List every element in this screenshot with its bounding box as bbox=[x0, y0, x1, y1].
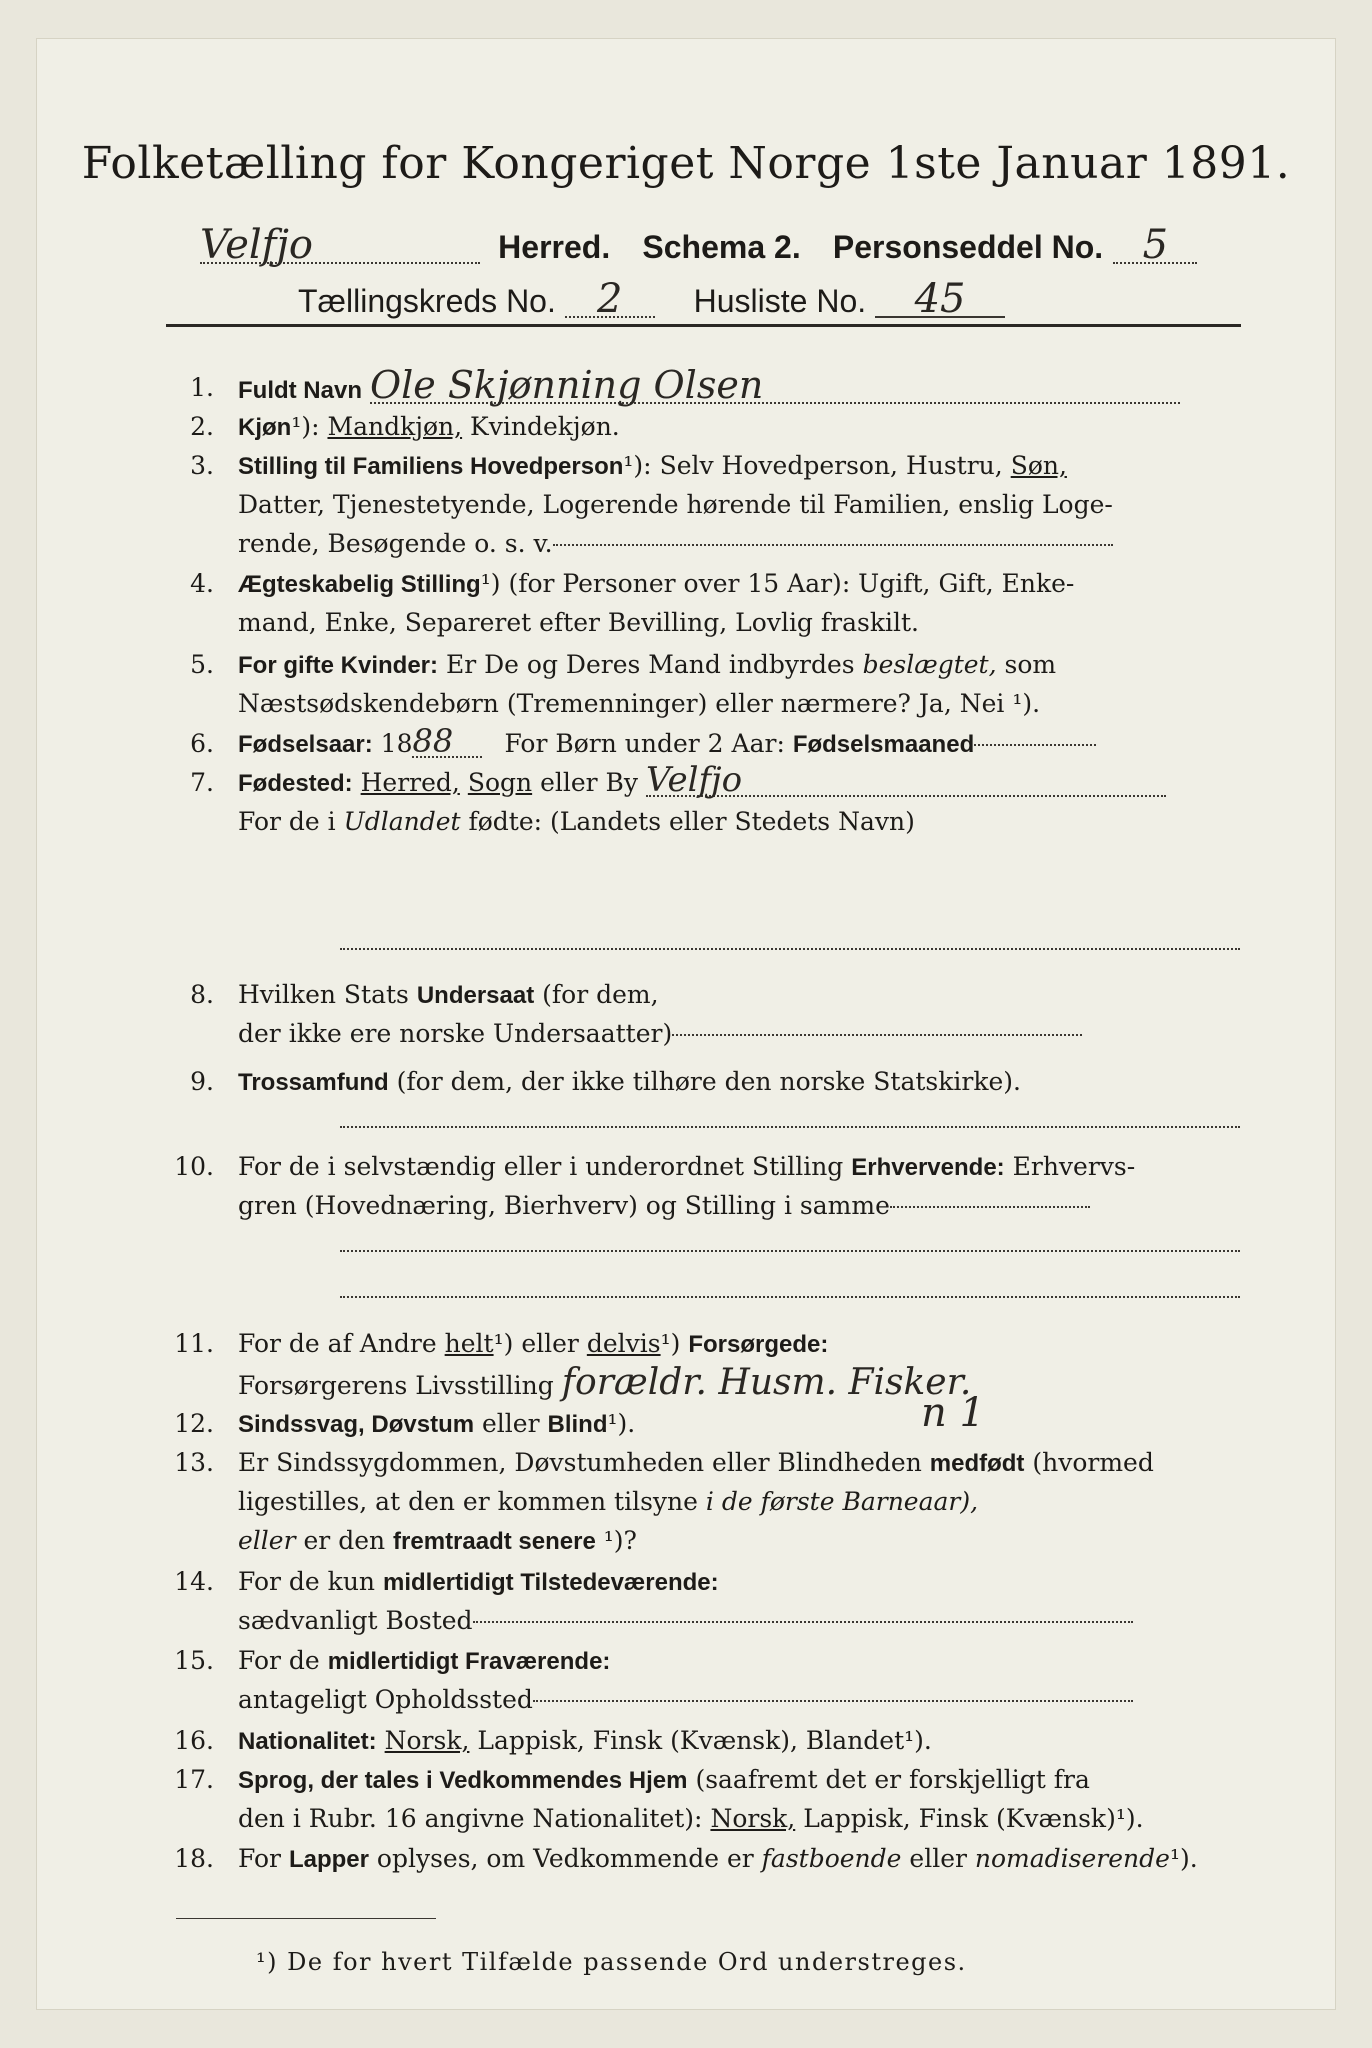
supported-option-fully: helt bbox=[444, 1329, 494, 1358]
footnote-ref: ¹) bbox=[493, 1329, 514, 1358]
supported-label-a: For de af Andre bbox=[238, 1329, 437, 1358]
lapp-or: eller bbox=[909, 1844, 967, 1873]
congenital-line3b: er den bbox=[303, 1526, 386, 1555]
footnote-ref: ¹). bbox=[607, 1409, 636, 1438]
footnote-ref: ¹). bbox=[1169, 1844, 1198, 1873]
lapp-label: Lapper bbox=[288, 1846, 369, 1873]
married-women-label: For gifte Kvinder: bbox=[238, 652, 439, 679]
religion-text: (for dem, der ikke tilhøre den norske Statskirke). bbox=[396, 1067, 1021, 1096]
item-number: 17. bbox=[174, 1765, 214, 1794]
occupation-field-3 bbox=[340, 1296, 1240, 1298]
citizenship-field bbox=[672, 1034, 1082, 1036]
item-number: 1. bbox=[190, 373, 214, 402]
taellingskreds-value: 2 bbox=[565, 282, 655, 318]
lapp-label-a: For bbox=[238, 1844, 281, 1873]
marital-status-options-line2: mand, Enke, Separeret efter Bevilling, Lovlig fraskilt. bbox=[238, 608, 919, 637]
footnote-rule bbox=[176, 1918, 436, 1919]
taellingskreds-label: Tællingskreds No. bbox=[298, 283, 556, 319]
usual-residence-label: sædvanligt Bosted bbox=[238, 1606, 473, 1635]
married-women-question-line2: Næstsødskendebørn (Tremenninger) eller nærmere? Ja, Nei ¹). bbox=[238, 689, 1041, 718]
congenital-label-c: (hvormed bbox=[1032, 1448, 1154, 1477]
usual-residence-field bbox=[473, 1621, 1133, 1623]
footnote-ref: ¹)? bbox=[603, 1526, 637, 1555]
item-number: 7. bbox=[190, 768, 214, 797]
sex-option-female: Kvindekjøn. bbox=[470, 412, 620, 441]
supported-label: Forsørgede: bbox=[688, 1331, 829, 1358]
birthplace-label: Fødested: bbox=[238, 770, 353, 797]
family-position-options-line3: rende, Besøgende o. s. v. bbox=[238, 529, 553, 558]
footnote-ref: ¹): bbox=[623, 451, 652, 480]
disability-blind-label: Blind bbox=[547, 1411, 608, 1438]
congenital-line2b: i de første Barneaar), bbox=[705, 1487, 979, 1516]
item-number: 11. bbox=[174, 1329, 214, 1358]
footnote-ref: ¹): bbox=[291, 412, 320, 441]
later-onset-label: fremtraadt senere bbox=[393, 1528, 596, 1555]
congenital-line2a: ligestilles, at den er kommen tilsyne bbox=[238, 1487, 698, 1516]
citizenship-label-line2: der ikke ere norske Undersaatter) bbox=[238, 1019, 673, 1048]
temp-present-label-a: For de kun bbox=[238, 1567, 376, 1596]
birth-year-label: Fødselsaar: bbox=[238, 731, 373, 758]
disability-or: eller bbox=[482, 1409, 540, 1438]
sex-option-male: Mandkjøn, bbox=[327, 412, 463, 441]
item-number: 18. bbox=[174, 1844, 214, 1873]
birth-month-field bbox=[974, 744, 1096, 746]
birthplace-option-sogn: Sogn bbox=[467, 768, 533, 797]
lapp-option-settled: fastboende bbox=[761, 1844, 902, 1873]
husliste-label: Husliste No. bbox=[693, 283, 867, 319]
temp-present-label: midlertidigt Tilstedeværende: bbox=[382, 1569, 719, 1596]
footnote-ref: ¹) bbox=[660, 1329, 681, 1358]
disability-value: n 1 bbox=[921, 1390, 985, 1436]
census-form-sheet bbox=[36, 38, 1336, 2010]
language-options: Lappisk, Finsk (Kvænsk)¹). bbox=[803, 1804, 1144, 1833]
family-position-options: Selv Hovedperson, Hustru, bbox=[659, 451, 1003, 480]
birth-month-label: Fødselsmaaned bbox=[792, 731, 975, 758]
provider-occupation-label: Forsørgerens Livsstilling bbox=[238, 1371, 554, 1400]
language-label: Sprog, der tales i Vedkommendes Hjem bbox=[238, 1767, 688, 1794]
item-number: 10. bbox=[174, 1152, 214, 1181]
family-position-label: Stilling til Familiens Hovedperson bbox=[238, 453, 624, 480]
dotted-fill bbox=[553, 544, 1113, 546]
footnote-ref: ¹) bbox=[480, 569, 501, 598]
occupation-label-c: Erhvervs- bbox=[1012, 1152, 1136, 1181]
occupation-label-line2: gren (Hovednæring, Bierhverv) og Stilling i samme bbox=[238, 1191, 890, 1220]
abroad-birthplace-field bbox=[340, 948, 1240, 950]
herred-line bbox=[200, 222, 1197, 268]
married-women-question-end: som bbox=[1004, 650, 1057, 679]
lapp-label-c: oplyses, om Vedkommende er bbox=[376, 1844, 754, 1873]
herred-value: Velfjo bbox=[200, 228, 480, 264]
nationality-label: Nationalitet: bbox=[238, 1728, 377, 1755]
personseddel-value: 5 bbox=[1113, 228, 1197, 264]
religion-field bbox=[340, 1126, 1240, 1128]
birth-year-value: 88 bbox=[412, 726, 482, 758]
married-women-related: beslægtet, bbox=[862, 650, 997, 679]
family-position-options-line2: Datter, Tjenestetyende, Logerende hørende til Familien, enslig Loge- bbox=[238, 490, 1113, 519]
birthplace-option-herred: Herred, bbox=[360, 768, 460, 797]
abroad-label-a: For de i bbox=[238, 807, 336, 836]
item-number: 6. bbox=[190, 729, 214, 758]
occupation-field bbox=[890, 1206, 1090, 1208]
congenital-label: medfødt bbox=[929, 1450, 1025, 1477]
provider-occupation-value: forældr. Husm. Fisker. bbox=[561, 1362, 972, 1403]
lapp-option-nomadic: nomadiserende bbox=[974, 1844, 1170, 1873]
nationality-selected: Norsk, bbox=[384, 1726, 470, 1755]
full-name-label: Fuldt Navn bbox=[238, 377, 362, 404]
abroad-label-b: Udlandet bbox=[343, 807, 461, 836]
personseddel-label: Personseddel No. bbox=[832, 229, 1104, 265]
language-line2a: den i Rubr. 16 angivne Nationalitet): bbox=[238, 1804, 703, 1833]
item-number: 5. bbox=[190, 650, 214, 679]
birthplace-option-by: eller By bbox=[540, 768, 639, 797]
item-number: 8. bbox=[190, 980, 214, 1009]
occupation-label: Erhvervende: bbox=[851, 1154, 1005, 1181]
item-number: 15. bbox=[174, 1646, 214, 1675]
disability-label: Sindssvag, Døvstum bbox=[238, 1411, 475, 1438]
footnote: ¹) De for hvert Tilfælde passende Ord understreges. bbox=[256, 1948, 967, 1976]
under-two-label: For Børn under 2 Aar: bbox=[504, 729, 785, 758]
congenital-line3a: eller bbox=[238, 1526, 296, 1555]
supported-label-or: eller bbox=[521, 1329, 579, 1358]
family-position-selected: Søn, bbox=[1010, 451, 1067, 480]
header-rule bbox=[166, 324, 1241, 327]
married-women-question: Er De og Deres Mand indbyrdes bbox=[445, 650, 855, 679]
form-title: Folketælling for Kongeriget Norge 1ste Januar 1891. bbox=[81, 138, 1291, 189]
citizenship-label-c: (for dem, bbox=[542, 980, 659, 1009]
occupation-field-2 bbox=[340, 1250, 1240, 1252]
birthplace-value: Velfjo bbox=[646, 765, 1166, 797]
item-number: 4. bbox=[190, 569, 214, 598]
nationality-options: Lappisk, Finsk (Kvænsk), Blandet¹). bbox=[477, 1726, 932, 1755]
probable-residence-field bbox=[533, 1700, 1133, 1702]
citizenship-label-a: Hvilken Stats bbox=[238, 980, 409, 1009]
sex-label: Kjøn bbox=[238, 414, 292, 441]
temp-absent-label: midlertidigt Fraværende: bbox=[327, 1648, 611, 1675]
taellingskreds-line bbox=[298, 276, 1005, 322]
occupation-label-a: For de i selvstændig eller i underordnet Stilling bbox=[238, 1152, 844, 1181]
language-label-b: (saafremt det er forskjelligt fra bbox=[695, 1765, 1090, 1794]
husliste-value: 45 bbox=[875, 282, 1005, 318]
item-number: 9. bbox=[190, 1067, 214, 1096]
item-number: 3. bbox=[190, 451, 214, 480]
birth-year-prefix: 18 bbox=[380, 729, 413, 758]
congenital-label-a: Er Sindssygdommen, Døvstumheden eller Blindheden bbox=[238, 1448, 922, 1477]
item-number: 2. bbox=[190, 412, 214, 441]
item-number: 14. bbox=[174, 1567, 214, 1596]
religion-label: Trossamfund bbox=[238, 1069, 389, 1096]
marital-status-label: Ægteskabelig Stilling bbox=[238, 571, 481, 598]
citizenship-label: Undersaat bbox=[416, 982, 535, 1009]
item-number: 12. bbox=[174, 1409, 214, 1438]
temp-absent-label-a: For de bbox=[238, 1646, 320, 1675]
language-selected: Norsk, bbox=[710, 1804, 796, 1833]
item-number: 16. bbox=[174, 1726, 214, 1755]
probable-residence-label: antageligt Opholdssted bbox=[238, 1685, 533, 1714]
supported-option-partly: delvis bbox=[586, 1329, 661, 1358]
abroad-label-c: fødte: (Landets eller Stedets Navn) bbox=[468, 807, 915, 836]
schema-label: Schema 2. bbox=[642, 229, 801, 265]
item-number: 13. bbox=[174, 1448, 214, 1477]
marital-status-options: (for Personer over 15 Aar): Ugift, Gift, Enke- bbox=[508, 569, 1075, 598]
herred-label: Herred. bbox=[498, 229, 611, 265]
full-name-value: Ole Skjønning Olsen bbox=[370, 368, 1180, 404]
